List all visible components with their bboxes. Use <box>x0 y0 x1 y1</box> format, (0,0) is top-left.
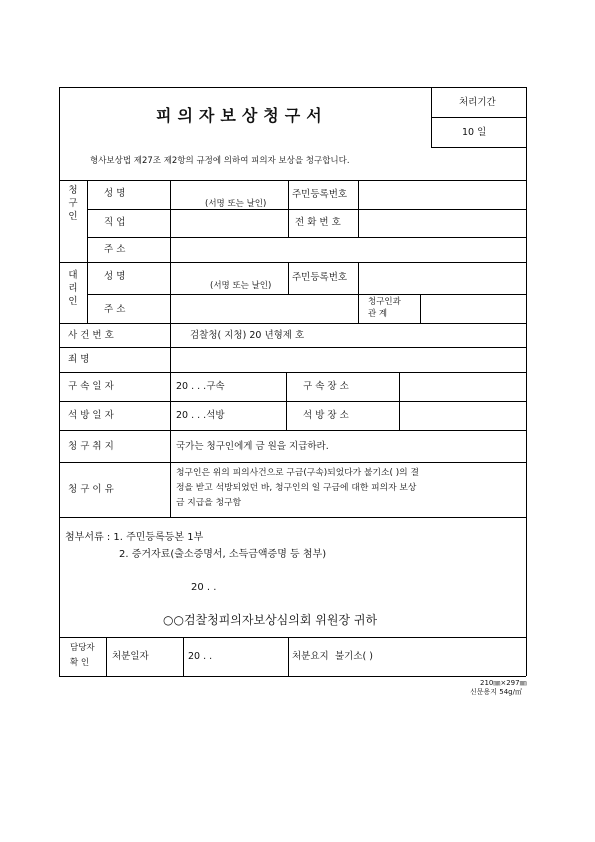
officer-label-2: 확 인 <box>70 658 90 668</box>
agent-rrn-label: 주민등록번호 <box>292 272 348 283</box>
agent-signature-hint: (서명 또는 날인) <box>210 281 272 291</box>
claim-reason-label: 청 구 이 유 <box>68 484 114 495</box>
charge-field[interactable] <box>171 348 525 371</box>
addressee: ○○검찰청피의자보상심의회 위원장 귀하 <box>163 613 378 627</box>
release-date-label: 석 방 일 자 <box>68 410 114 421</box>
detention-place-field[interactable] <box>400 373 525 400</box>
submission-date: 20 . . <box>191 582 217 593</box>
case-number-label: 사 건 번 호 <box>68 330 114 341</box>
claimant-address-label: 주 소 <box>104 244 126 255</box>
disposal-date-label: 처분일자 <box>112 651 149 662</box>
processing-period-label: 처리기간 <box>459 97 496 108</box>
claimant-job-field[interactable] <box>171 210 287 236</box>
release-place-field[interactable] <box>400 402 525 429</box>
claim-reason-line-2: 정을 받고 석방되었던 바, 청구인의 일 구금에 대한 피의자 보상 <box>176 483 417 493</box>
agent-rrn-field[interactable] <box>359 263 525 293</box>
claimant-job-label: 직 업 <box>104 217 126 228</box>
claimant-name-label: 성 명 <box>104 188 126 199</box>
claim-purpose-value: 국가는 청구인에게 금 원을 지급하라. <box>176 441 329 452</box>
disposal-summary-label: 처분요지 <box>292 651 329 662</box>
claim-reason-line-3: 금 지급을 청구함 <box>176 498 242 508</box>
claimant-phone-field[interactable] <box>359 210 525 236</box>
claimant-address-field[interactable] <box>171 238 525 261</box>
charge-label: 죄 명 <box>68 354 90 365</box>
detention-date-label: 구 속 일 자 <box>68 381 114 392</box>
paper-size-note: 210㎜×297㎜ <box>480 679 527 687</box>
officer-label-1: 담당자 <box>70 643 95 653</box>
claimant-rrn-field[interactable] <box>359 181 525 208</box>
claimant-phone-label: 전 화 번 호 <box>295 217 341 228</box>
attachments-label: 첨부서류 : 1. 주민등록등본 1부 <box>65 532 204 543</box>
processing-period-value: 10 일 <box>462 127 487 138</box>
agent-relation-label-2: 관 계 <box>368 309 388 319</box>
release-date-value: 20 . . .석방 <box>176 410 225 421</box>
agent-group-label: 대리인 <box>68 270 78 307</box>
agent-relation-field[interactable] <box>421 295 525 322</box>
paper-stock-note: 신문용지 54g/㎡ <box>470 688 522 696</box>
detention-place-label: 구 속 장 소 <box>303 381 349 392</box>
agent-address-field[interactable] <box>171 295 357 322</box>
agent-name-label: 성 명 <box>104 271 126 282</box>
detention-date-value: 20 . . .구속 <box>176 381 225 392</box>
agent-address-label: 주 소 <box>104 304 126 315</box>
disposal-summary-value: 불기소( ) <box>335 651 373 662</box>
claim-reason-line-1: 청구인은 위의 피의사건으로 구금(구속)되었다가 불기소( )의 결 <box>176 468 419 478</box>
claimant-signature-hint: (서명 또는 날인) <box>205 199 267 209</box>
disposal-date-value: 20 . . <box>188 651 213 662</box>
release-place-label: 석 방 장 소 <box>303 410 349 421</box>
claimant-group-label: 청구인 <box>68 185 78 222</box>
claim-purpose-label: 청 구 취 지 <box>68 441 114 452</box>
form-title: 피의자보상청구서 <box>156 106 328 125</box>
claimant-name-field[interactable] <box>171 181 287 208</box>
agent-name-field[interactable] <box>171 263 287 293</box>
legal-basis-text: 형사보상법 제27조 제2항의 규정에 의하여 피의자 보상을 청구합니다. <box>90 156 350 166</box>
claimant-rrn-label: 주민등록번호 <box>292 189 348 200</box>
agent-relation-label-1: 청구인과 <box>368 297 401 307</box>
attachments-item-2: 2. 증거자료(출소증명서, 소득금액증명 등 첨부) <box>119 549 327 560</box>
case-number-value: 검찰청( 지청) 20 년형제 호 <box>190 330 305 341</box>
